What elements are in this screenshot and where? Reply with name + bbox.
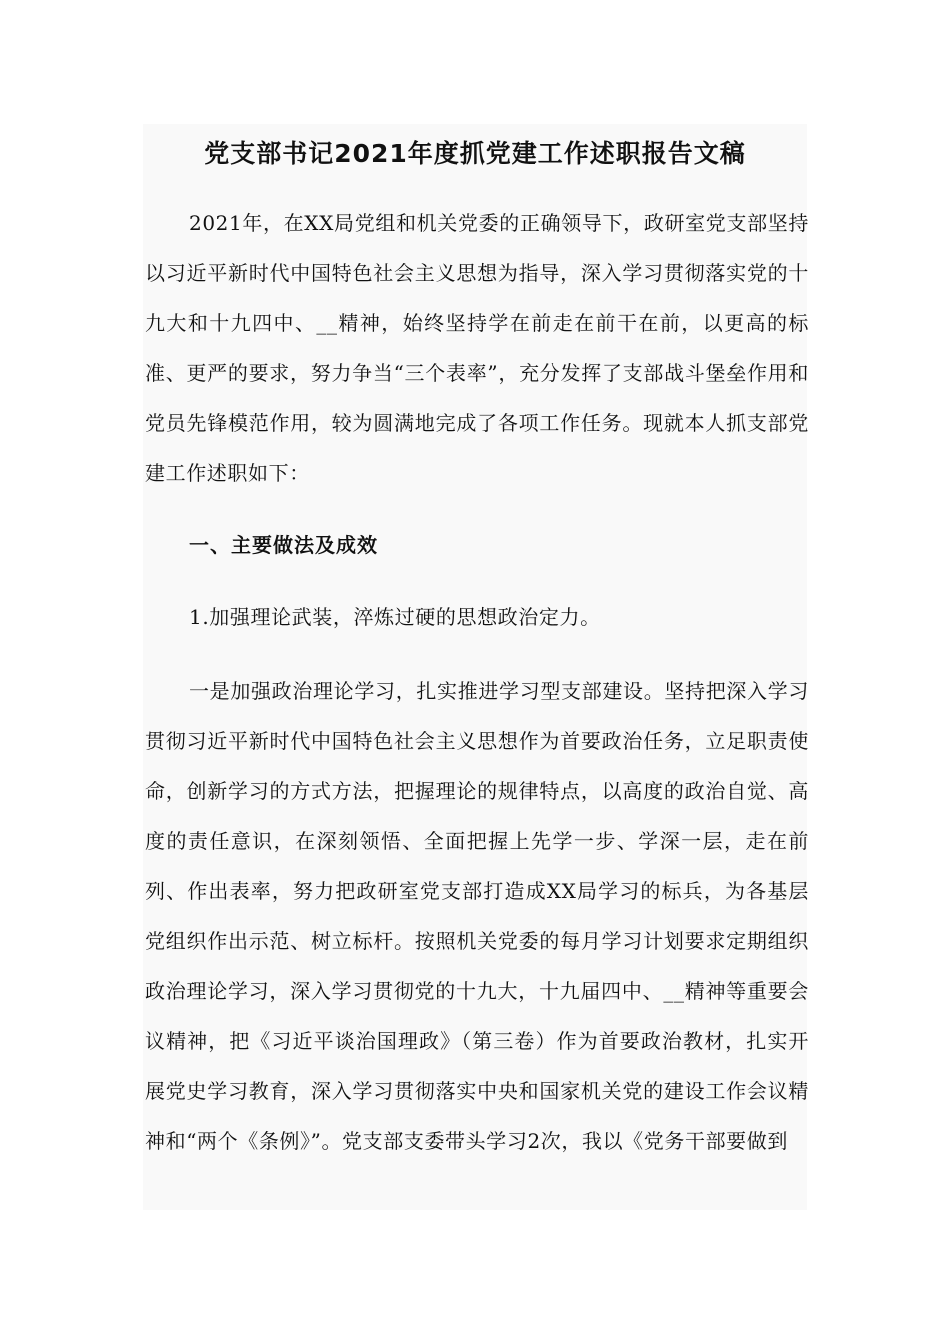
intro-paragraph: 2021年，在XX局党组和机关党委的正确领导下，政研室党支部坚持以习近平新时代中国特色社会主义思想为指导，深入学习贯彻落实党的十九大和十九四中、__精神，始终坚持学在前走在前干在前，以更高的标准、更严的要求，努力争当“三个表率”，充分发挥了支部战斗堡垒作用和党员先锋模范作用，较为圆满地完成了各项工作任务。现就本人抓支部党建工作述职如下： (145, 211, 809, 485)
section-heading: 一、主要做法及成效 (189, 533, 378, 557)
subsection-title: 1.加强理论武装，淬炼过硬的思想政治定力。 (189, 605, 601, 629)
body-paragraph: 一是加强政治理论学习，扎实推进学习型支部建设。坚持把深入学习贯彻习近平新时代中国特色社会主义思想作为首要政治任务，立足职责使命，创新学习的方式方法，把握理论的规律特点，以高度的政治自觉、高度的责任意识，在深刻领悟、全面把握上先学一步、学深一层，走在前列、作出表率，努力把政研室党支部打造成XX局学习的标兵，为各基层党组织作出示范、树立标杆。按照机关党委的每月学习计划要求定期组织政治理论学习，深入学习贯彻党的十九大，十九届四中、__精神等重要会议精神，把《习近平谈治国理政》（第三卷）作为首要政治教材，扎实开展党史学习教育，深入学习贯彻落实中央和国家机关党的建设工作会议精神和“两个《条例》”。党支部支委带头学习2次，我以《党务干部要做到 (145, 679, 809, 1153)
document-title: 党支部书记2021年度抓党建工作述职报告文稿 (204, 139, 746, 168)
document-body (143, 124, 807, 1210)
